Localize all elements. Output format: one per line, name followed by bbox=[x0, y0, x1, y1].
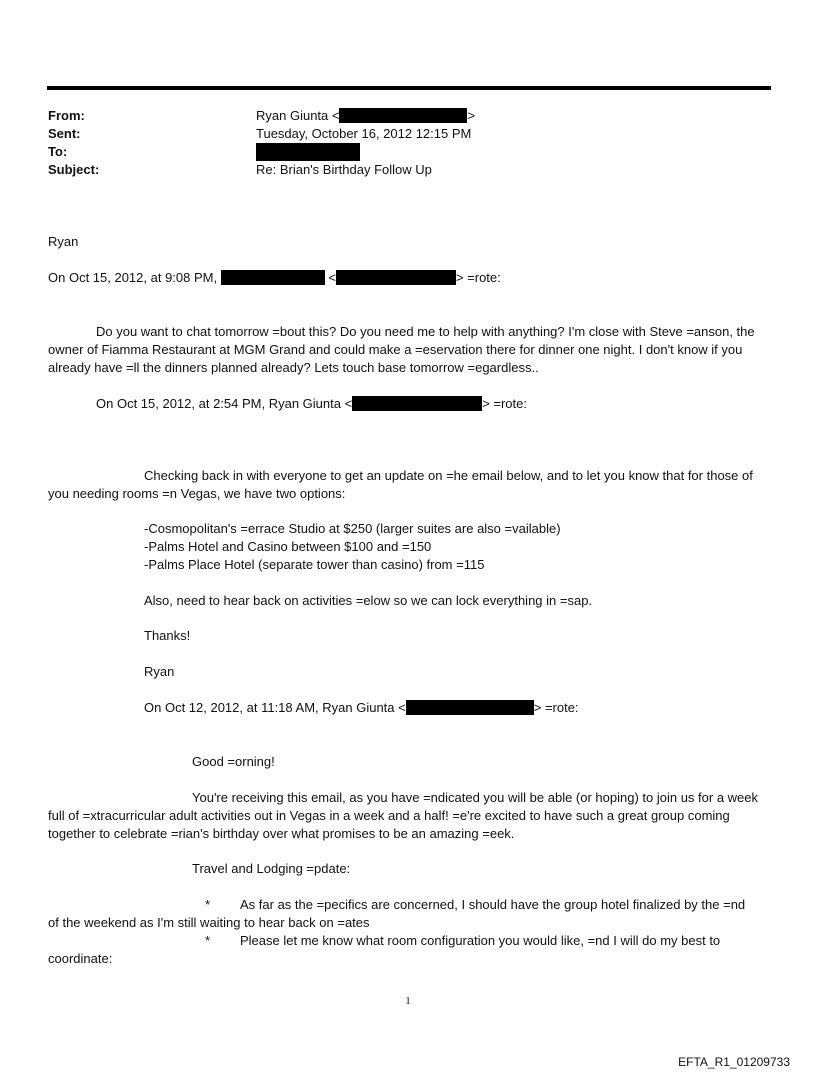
bullet-star: * bbox=[205, 933, 211, 948]
quote3-prefix: On Oct 12, 2012, at 11:18 AM, Ryan Giunta < bbox=[144, 700, 406, 715]
paragraph-2: Checking back in with everyone to get an update on =he email below, and to let you know that for those of you needing rooms =n Vegas, we have two options: bbox=[48, 468, 753, 501]
quote3-line bbox=[144, 699, 579, 717]
travel-heading: Travel and Lodging =pdate: bbox=[192, 861, 351, 876]
redaction-block bbox=[336, 270, 456, 285]
from-close: > bbox=[467, 108, 476, 123]
paragraph-4: You're receiving this email, as you have =ndicated you will be able (or hoping) to join us for a week full of =xtracurricular adult activities out in Vegas in a week and a half! =e're excited to have such a great group coming together to celebrate =rian's birthday over what promises to be an amazing =eek. bbox=[48, 790, 759, 841]
quote2-suffix: > =rote: bbox=[482, 396, 527, 411]
header-rule bbox=[47, 86, 771, 90]
bullet2-line1: Please let me know what room configuration you would like, =nd I will do my best to bbox=[240, 933, 721, 948]
option-item: -Palms Hotel and Casino between $100 and =150 bbox=[144, 539, 432, 554]
paragraph-3: Also, need to hear back on activities =elow so we can lock everything in =sap. bbox=[144, 593, 593, 608]
sent-label: Sent: bbox=[48, 126, 81, 141]
page-number: 1 bbox=[405, 995, 411, 1007]
quote1-suffix: > =rote: bbox=[455, 270, 501, 285]
quote2-prefix: On Oct 15, 2012, at 2:54 PM, Ryan Giunta < bbox=[96, 396, 353, 411]
bullet2-line2: coordinate: bbox=[48, 951, 113, 966]
redaction-block bbox=[352, 396, 482, 411]
from-label: From: bbox=[48, 108, 85, 123]
redaction-block bbox=[221, 270, 325, 285]
subject-label: Subject: bbox=[48, 162, 100, 177]
to-value bbox=[256, 143, 360, 163]
quote1-prefix: On Oct 15, 2012, at 9:08 PM, bbox=[48, 270, 218, 285]
subject-value: Re: Brian's Birthday Follow Up bbox=[256, 162, 432, 177]
quote2-line bbox=[96, 395, 527, 413]
sent-value: Tuesday, October 16, 2012 12:15 PM bbox=[256, 126, 472, 141]
signature-name: Ryan bbox=[144, 664, 175, 679]
signoff-name: Ryan bbox=[48, 234, 79, 249]
document-id: EFTA_R1_01209733 bbox=[678, 1055, 790, 1069]
bullet1-line2: of the weekend as I'm still waiting to hear back on =ates bbox=[48, 915, 370, 930]
bullet1-line1: As far as the =pecifics are concerned, I should have the group hotel finalized by the =nd bbox=[240, 897, 746, 912]
from-value bbox=[256, 107, 475, 125]
option-item: -Palms Place Hotel (separate tower than casino) from =115 bbox=[144, 557, 485, 572]
bullet-star: * bbox=[205, 897, 211, 912]
quote1-open: < bbox=[328, 270, 336, 285]
greeting-line: Good =orning! bbox=[192, 754, 275, 769]
redaction-block bbox=[406, 700, 534, 715]
option-item: -Cosmopolitan's =errace Studio at $250 (larger suites are also =vailable) bbox=[144, 521, 561, 536]
quote1-line bbox=[48, 269, 501, 287]
thanks-line: Thanks! bbox=[144, 628, 191, 643]
redaction-block bbox=[256, 143, 360, 161]
to-label: To: bbox=[48, 144, 68, 159]
quote3-suffix: > =rote: bbox=[533, 700, 579, 715]
redaction-block bbox=[339, 108, 467, 123]
paragraph-1: Do you want to chat tomorrow =bout this? Do you need me to help with anything? I'm close with Steve =anson, the owner of Fiamma Restaurant at MGM Grand and could make a =eservation there for dinner one night. I don't know if you already have =ll the dinners planned already? Lets touch base tomorrow =egardless.. bbox=[48, 324, 755, 375]
from-name: Ryan Giunta < bbox=[256, 108, 340, 123]
